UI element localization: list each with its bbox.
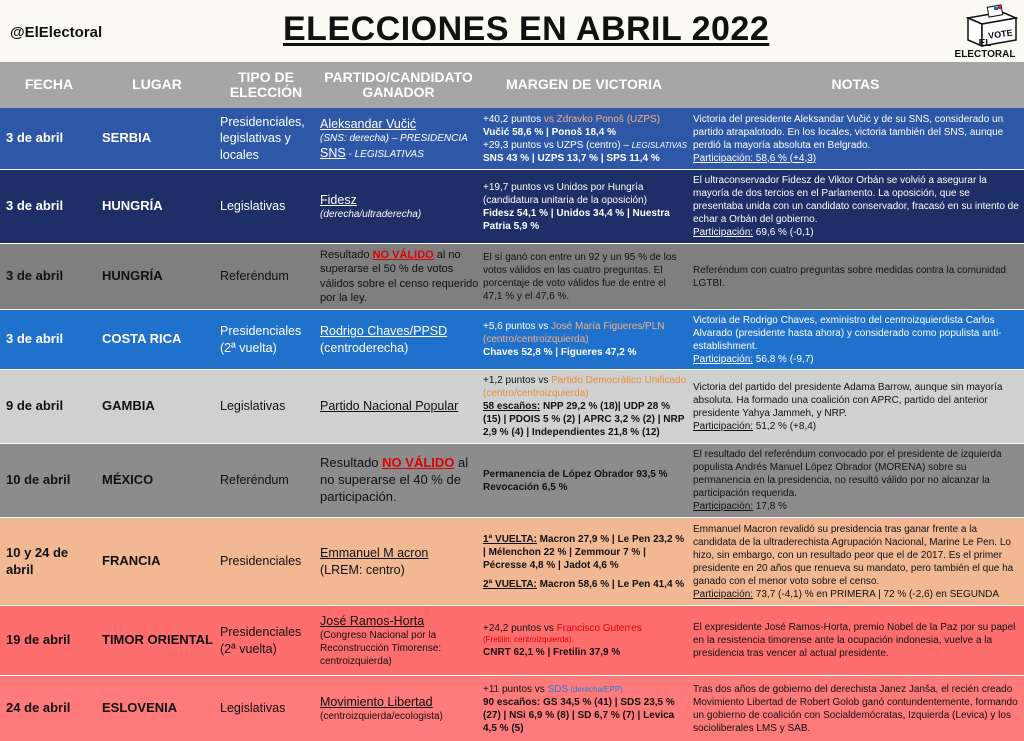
row-place: MÉXICO [102, 472, 154, 488]
row-type: Referéndum [220, 473, 289, 488]
winner-name: Fidesz [320, 192, 357, 207]
row-winner [320, 170, 480, 243]
row-notes: Victoria de Rodrigo Chaves, exministro del centroizquierdista Carlos Alvarado (presidente hasta ahora) y considerado como populista anti-establishment. Participación: 56,8 % (-9,7) [693, 314, 1002, 365]
table-header [0, 62, 1024, 108]
winner-detail: (LREM: centro) [320, 562, 405, 577]
row-type: Legislativas [220, 701, 286, 716]
row-date: 19 de abril [6, 632, 71, 648]
col-partido: PARTIDO/CANDIDATO GANADOR [324, 68, 473, 100]
row-type: Presidenciales [220, 554, 302, 569]
table-row [0, 244, 1024, 310]
row-notes: Tras dos años de gobierno del derechista Janez Janša, el recién creado Movimiento Libertad de Robert Golob ganó contundentemente, formando un gobierno de coalición con Socialdemócratas, Izquierda (Levica) y los socioliberales LMS y SAB. [693, 683, 1018, 734]
twitter-handle[interactable]: @ElElectoral [10, 24, 103, 41]
row-margin: +11 puntos vs SDS (derecha/EPP). 90 escaños: GS 34,5 % (41) | SDS 23,5 % (27) | NSi 6,9 % (8) | SD 6,7 % (7) | Levica 4,5 % (5) [483, 683, 675, 734]
row-margin: +1,2 puntos vs Partido Democrático Unificado (centro/centroizquierda) 58 escaños: NPP 29,2 % (18)| UDP 28 % (15) | PDOIS 5 % (2) | APRC 3,2 % (2) | NRP 2,9 % (4) | Independientes 21,8 % (12) [483, 375, 687, 438]
row-winner [320, 606, 480, 675]
row-margin: El sí ganó con entre un 92 y un 95 % de los votos válidos en las cuatro preguntas. El porcentaje de voto válidos fue de entre el 47,1 % y el 47,6 %. [483, 251, 677, 302]
row-notes: Victoria del presidente Aleksandar Vučić y de su SNS, considerado un partido atrapalotodo. En los locales, victoria también del SNS, aunque perdió la mayoría absoluta en Belgrado. Participación: 58,6 % (+4,3) [693, 113, 1004, 164]
row-place: HUNGRÍA [102, 198, 163, 214]
row-place: COSTA RICA [102, 331, 182, 347]
row-margin: +24,2 puntos vs Francisco Guterres (Fretilin: centroizquierda). CNRT 62,1 % | Fretilin 37,9 % [483, 623, 642, 658]
col-notas: NOTAS [831, 76, 880, 93]
row-date: 3 de abril [6, 198, 64, 214]
col-lugar: LUGAR [132, 76, 182, 93]
row-margin: 1ª VUELTA: Macron 27,9 % | Le Pen 23,2 % | Mélenchon 22 % | Zemmour 7 % | Pécresse 4,8 % | Jadot 4,6 % 2ª VUELTA: Macron 58,6 % | Le Pen 41,4 % [483, 533, 685, 590]
row-date: 10 de abril [6, 472, 71, 488]
row-date: 3 de abril [6, 331, 64, 347]
row-winner [320, 108, 480, 169]
row-margin: +40,2 puntos vs Zdravko Ponoš (UZPS) Vučić 58,6 % | Ponoš 18,4 % +29,3 puntos vs UZPS (centro) – LEGISLATIVAS SNS 43 % | UZPS 13,7 % | SPS 11,4 % [483, 113, 688, 164]
winner-detail: (derecha/ultraderecha) [320, 209, 422, 221]
row-winner [320, 676, 480, 741]
row-place: ESLOVENIA [102, 700, 178, 716]
table-row [0, 676, 1024, 741]
row-type: Legislativas [220, 399, 286, 414]
winner-detail: (centroizquierda/ecologista) [320, 711, 443, 723]
winner-name: Emmanuel M acron [320, 546, 429, 561]
row-date: 10 y 24 de abril [6, 544, 69, 577]
row-winner [320, 310, 480, 369]
row-date: 9 de abril [6, 398, 64, 414]
row-type: Presidenciales (2ª vuelta) [220, 625, 302, 656]
winner-detail: (centroderecha) [320, 340, 409, 355]
row-margin: +19,7 puntos vs Unidos por Hungría (candidatura unitaria de la oposición) Fidesz 54,1 % | Unidos 34,4 % | Nuestra Patria 5,9 % [483, 181, 670, 232]
row-margin: +5,6 puntos vs José María Figueres/PLN (centro/centroizquierda) Chaves 52,8 % | Figueres 47,2 % [483, 321, 665, 358]
row-notes: Victoria del partido del presidente Adama Barrow, aunque sin mayoría absoluta. Ha formado una coalición con APRC, partido del anterior presidente Yahya Jammeh, y NRP. Participación: 51,2 % (+8,4) [693, 381, 1003, 432]
table-row [0, 310, 1024, 370]
top-banner [0, 0, 1024, 62]
row-winner [320, 518, 480, 605]
row-date: 3 de abril [6, 268, 64, 284]
winner-name: Movimiento Libertad [320, 694, 433, 709]
row-winner: Resultado NO VÁLIDO al no superarse el 40 % de participación. [320, 455, 469, 504]
row-notes: Emmanuel Macron revalidó su presidencia tras ganar frente a la candidata de la ultraderechista Agrupación Nacional, Marine Le Pen. Lo hizo, sin embargo, con un resultado peor que el de 2017. Es el primer presidente en 20 años que renueva su mandato, pero también el que ha ganado con el menor voto sobre el censo. Participación: 73,7 (-4,1) % en PRIMERA | 72 % (-2,6) en SEGUNDA [693, 523, 1014, 600]
row-notes: El expresidente José Ramos-Horta, premio Nobel de la Paz por su papel en la resistencia timorense ante la ocupación indonesia, vuelve a la presidencia tras vencer al actual presidente. [693, 622, 1016, 659]
winner-detail: (Congreso Nacional por la Reconstrucción Timorense: centroizquierda) [320, 630, 442, 668]
col-fecha: FECHA [24, 76, 74, 93]
row-place: TIMOR ORIENTAL [102, 632, 213, 648]
row-type: Presidenciales, legislativas y locales [220, 115, 305, 162]
row-notes: El ultraconservador Fidesz de Viktor Orbán se volvió a asegurar la mayoría de dos tercios en el Parlamento. La oposición, que se presentaba unida con un candidato conservador, fracasó en su intento de echar a Orbán del gobierno. Participación: 69,6 % (-0,1) [693, 175, 1019, 238]
row-place: HUNGRÍA [102, 268, 163, 284]
row-type: Referéndum [220, 269, 289, 284]
winner-name: José Ramos-Horta [320, 613, 425, 628]
row-date: 3 de abril [6, 130, 64, 146]
row-notes: El resultado del referéndum convocado por el presidente de izquierda populista Andrés Manuel López Obrador (MORENA) sobre su permanencia en la presidencia, no resultó válido por no alcanzar la participación requerida. Participación: 17,8 % [693, 449, 1002, 512]
ballot-box-logo [950, 4, 1020, 60]
winner-name: Rodrigo Chaves/PPSD [320, 324, 448, 339]
row-notes: Referéndum con cuatro preguntas sobre medidas contra la comunidad LGTBI. [693, 264, 1006, 289]
col-tipo: TIPO DE ELECCIÓN [229, 68, 303, 100]
row-date: 24 de abril [6, 700, 71, 716]
winner-detail: (SNS: derecha) – PRESIDENCIA [320, 133, 468, 144]
winner-party: SNS [320, 146, 346, 160]
table-row [0, 444, 1024, 518]
logo-brand-text: EL ELECTORAL [954, 38, 1016, 60]
row-place: FRANCIA [102, 553, 161, 569]
table-row [0, 518, 1024, 606]
row-type: Presidenciales (2ª vuelta) [220, 324, 302, 355]
table-row [0, 108, 1024, 170]
row-type: Legislativas [220, 199, 286, 214]
row-winner: Resultado NO VÁLIDO al no superarse el 50 % de votos válidos sobre el censo requerido por la ley. [320, 248, 479, 304]
table-row [0, 170, 1024, 244]
winner-name: Aleksandar Vučić [320, 116, 417, 131]
row-winner [320, 370, 480, 443]
row-place: GAMBIA [102, 398, 155, 414]
page-title: ELECCIONES EN ABRIL 2022 [283, 10, 770, 48]
col-margen: MARGEN DE VICTORIA [505, 76, 663, 93]
row-place: SERBIA [102, 130, 152, 146]
row-margin: Permanencia de López Obrador 93,5 % Revocación 6,5 % [483, 468, 668, 493]
logo-vote-text: VOTE [987, 27, 1014, 41]
table-row [0, 606, 1024, 676]
winner-name: Partido Nacional Popular [320, 399, 459, 414]
winner-scope: - LEGISLATIVAS [345, 149, 424, 160]
table-row [0, 370, 1024, 444]
